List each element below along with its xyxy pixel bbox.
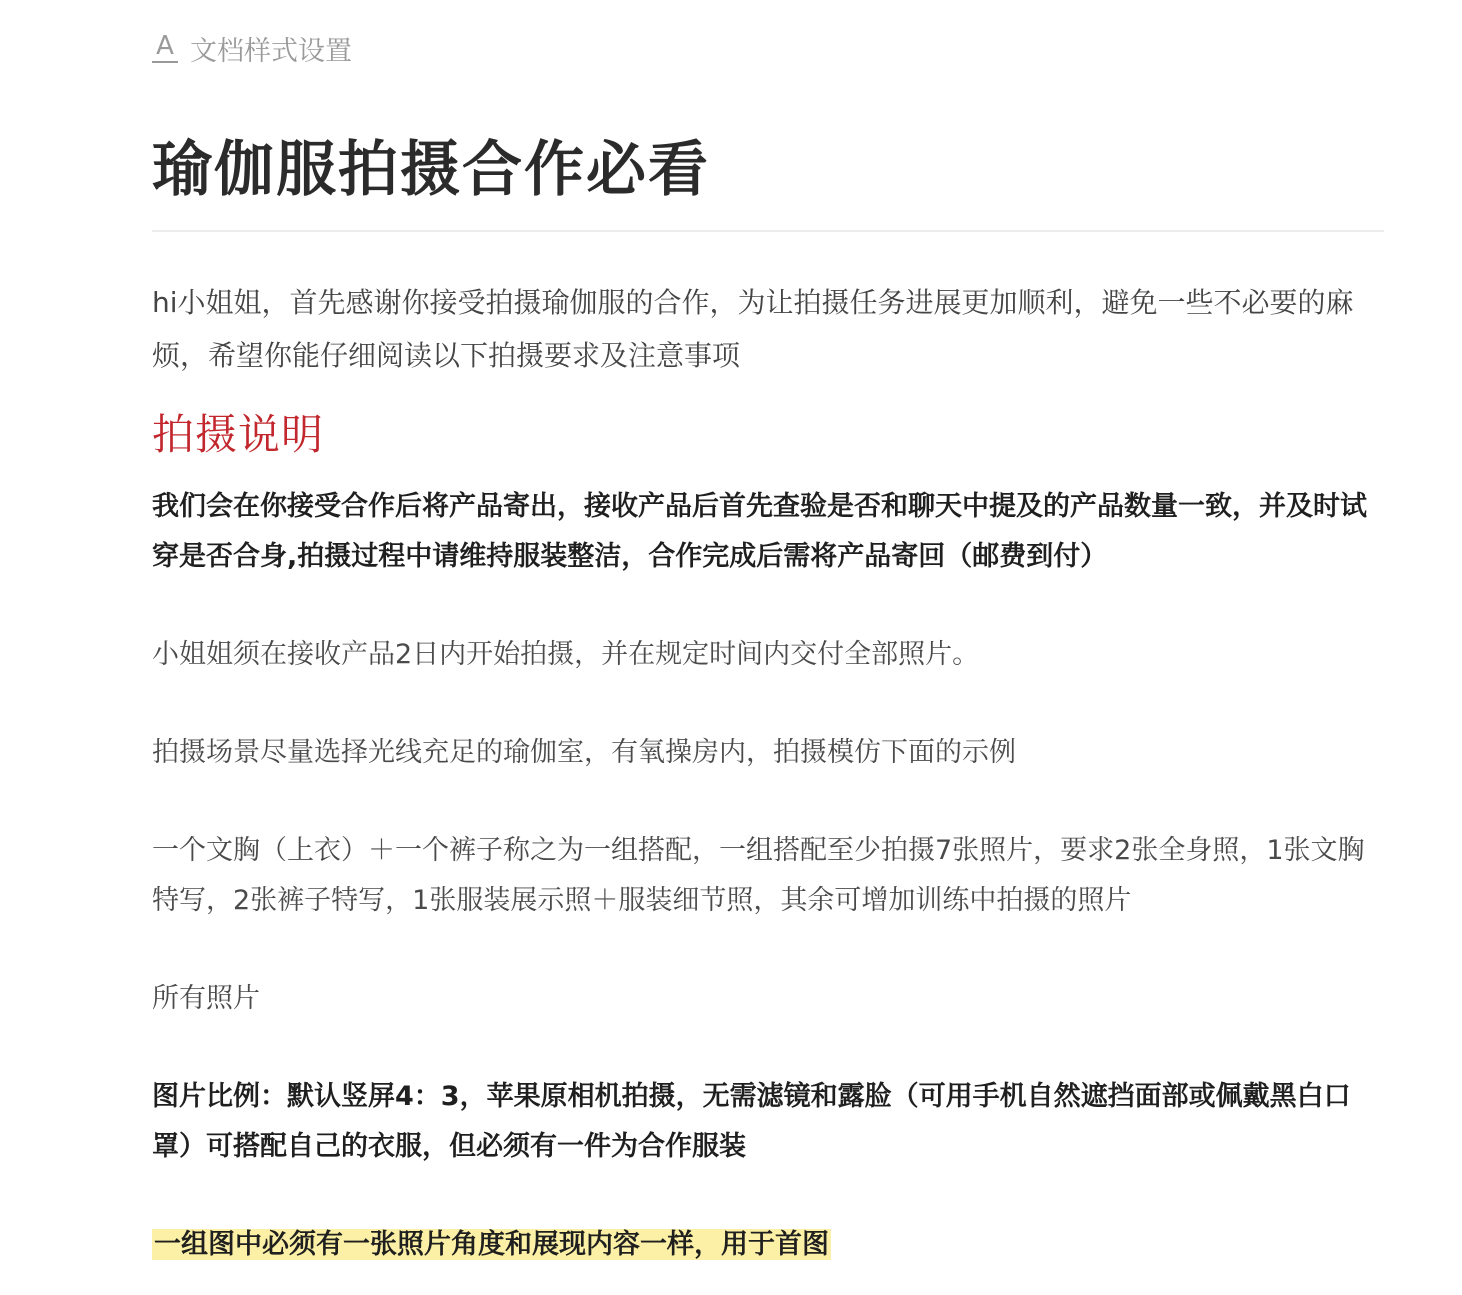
paragraph-cover-photo [152, 1220, 1384, 1270]
paragraph-scene: 拍摄场景尽量选择光线充足的瑜伽室，有氧操房内，拍摄模仿下面的示例 [152, 737, 1016, 768]
spacer [152, 582, 1384, 630]
doc-style-settings-button[interactable] [152, 28, 352, 68]
paragraph-all-photos: 所有照片 [152, 983, 260, 1014]
intro-paragraph: hi小姐姐，首先感谢你接受拍摄瑜伽服的合作，为让拍摄任务进展更加顺利，避免一些不必要的麻烦，希望你能仔细阅读以下拍摄要求及注意事项 [152, 286, 1354, 372]
paragraph-deadline: 小姐姐须在接收产品2日内开始拍摄，并在规定时间内交付全部照片。 [152, 639, 980, 670]
document-body [152, 276, 1384, 1270]
spacer [152, 680, 1384, 728]
spacer [152, 778, 1384, 826]
spacer [152, 1024, 1384, 1072]
title-divider [152, 230, 1384, 232]
spacer [152, 926, 1384, 974]
doc-style-settings-label: 文档样式设置 [190, 35, 352, 67]
paragraph-outfit-requirements: 一个文胸（上衣）＋一个裤子称之为一组搭配，一组搭配至少拍摄7张照片，要求2张全身照，1张文胸特写，2张裤子特写，1张服装展示照＋服装细节照，其余可增加训练中拍摄的照片 [152, 835, 1365, 916]
section-heading: 拍摄说明 [152, 410, 325, 459]
spacer [152, 1172, 1384, 1220]
text-style-icon: A [152, 33, 178, 63]
paragraph-shipping: 我们会在你接受合作后将产品寄出，接收产品后首先查验是否和聊天中提及的产品数量一致，并及时试穿是否合身,拍摄过程中请维持服装整洁，合作完成后需将产品寄回（邮费到付） [152, 491, 1367, 572]
paragraph-image-ratio: 图片比例：默认竖屏4：3，苹果原相机拍摄，无需滤镜和露脸（可用手机自然遮挡面部或佩戴黑白口罩）可搭配自己的衣服，但必须有一件为合作服装 [152, 1081, 1351, 1162]
page-title: 瑜伽服拍摄合作必看 [152, 135, 710, 205]
highlighted-text: 一组图中必须有一张照片角度和展现内容一样，用于首图 [154, 1229, 829, 1260]
